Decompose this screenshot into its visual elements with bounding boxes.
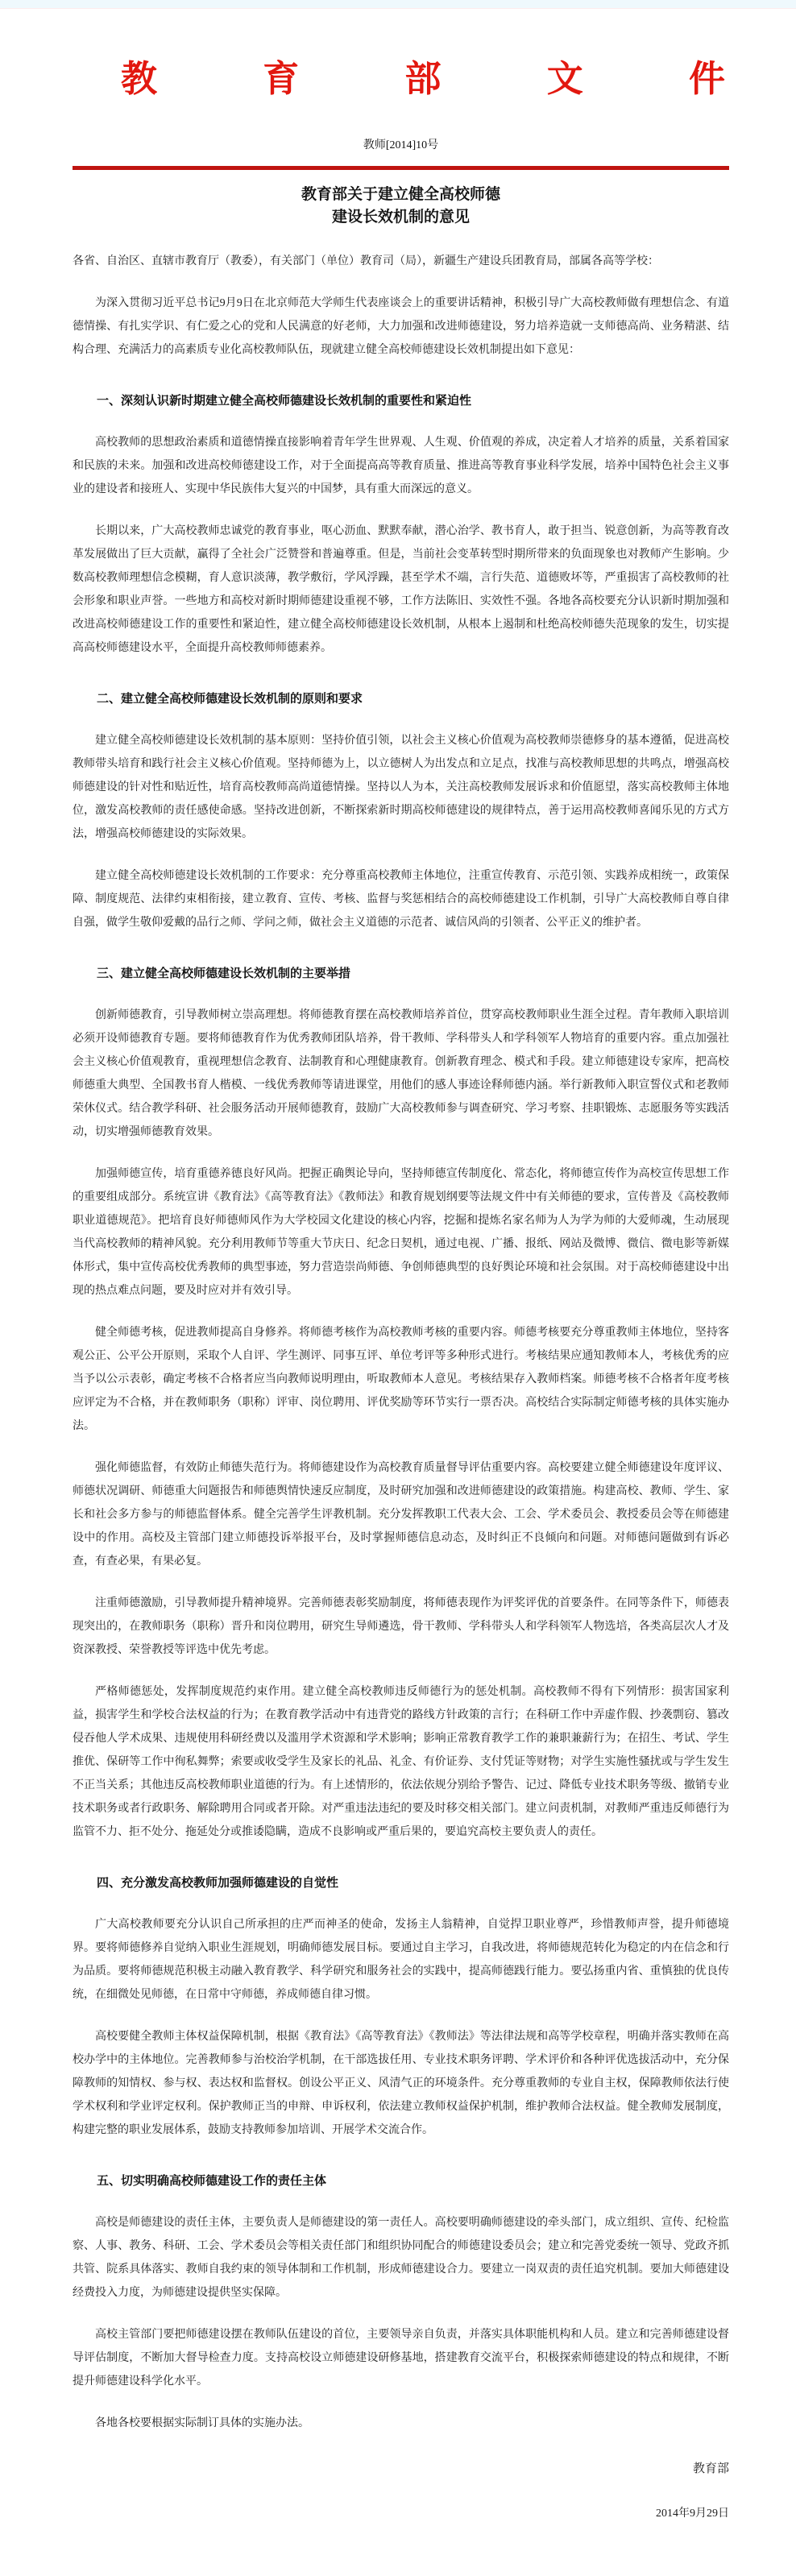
addressee-line: 各省、自治区、直辖市教育厅（教委），有关部门（单位）教育司（局），新疆生产建设兵团教育局，部属各高等学校： [73, 255, 659, 267]
section-5-heading: 五、切实明确高校师德建设工作的责任主体 [97, 2174, 327, 2188]
section-3-paragraph-1: 创新师德教育，引导教师树立崇高理想。将师德教育摆在高校教师培养首位，贯穿高校教师职业生涯全过程。青年教师入职培训必须开设师德教育专题。要将师德教育作为优秀教师团队培养，骨干教师、学科带头人和学科领军人物培育的重要内容。重点加强社会主义核心价值观教育，重视理想信念教育、法制教育和心理健康教育。创新教育理念、模式和手段。建立师德建设专家库，把高校师德重大典型、全国教书育人楷模、一线优秀教师等请进课堂，用他们的感人事迹诠释师德内涵。举行新教师入职宣誓仪式和老教师荣休仪式。结合教学科研、社会服务活动开展师德教育，鼓励广大高校教师参与调查研究、学习考察、挂职锻炼、志愿服务等实践活动，切实增强师德教育效果。 [73, 1009, 729, 1138]
document-number: 教师[2014]10号 [363, 139, 439, 151]
section-3-paragraph-4: 强化师德监督，有效防止师德失范行为。将师德建设作为高校教育质量督导评估重要内容。高校要建立健全师德建设年度评议、师德状况调研、师德重大问题报告和师德舆情快速反应制度，及时研究加强和改进师德建设的政策措施。构建高校、教师、学生、家长和社会多方参与的师德监督体系。健全完善学生评教机制。充分发挥教职工代表大会、工会、学术委员会、教授委员会等在师德建设中的作用。高校及主管部门建立师德投诉举报平台，及时掌握师德信息动态，及时纠正不良倾向和问题。对师德问题做到有诉必查，有查必果，有果必复。 [73, 1462, 729, 1568]
section-5-paragraph-2: 高校主管部门要把师德建设摆在教师队伍建设的首位，主要领导亲自负责，并落实具体职能机构和人员。建立和完善师德建设督导评估制度，不断加大督导检查力度。支持高校设立师德建设研修基地，搭建教育交流平台，积极探索师德建设的特点和规律，不断提升师德建设科学化水平。 [73, 2329, 729, 2388]
intro-paragraph: 为深入贯彻习近平总书记9月9日在北京师范大学师生代表座谈会上的重要讲话精神，积极引导广大高校教师做有理想信念、有道德情操、有扎实学识、有仁爱之心的党和人民满意的好老师，大力加强和改进师德建设，努力培养造就一支师德高尚、业务精湛、结构合理、充满活力的高素质专业化高校教师队伍，现就建立健全高校师德建设长效机制提出如下意见： [73, 297, 729, 356]
section-3-paragraph-2: 加强师德宣传，培育重德养德良好风尚。把握正确舆论导向，坚持师德宣传制度化、常态化，将师德宣传作为高校宣传思想工作的重要组成部分。系统宣讲《教育法》《高等教育法》《教师法》和教育规划纲要等法规文件中有关师德的要求，宣传普及《高校教师职业道德规范》。把培育良好师德师风作为大学校园文化建设的核心内容，挖掘和提炼名家名师为人为学为师的大爱师魂，生动展现当代高校教师的精神风貌。充分利用教师节等重大节庆日、纪念日契机，通过电视、广播、报纸、网站及微博、微信、微电影等新媒体形式，集中宣传高校优秀教师的典型事迹，努力营造崇尚师德、争创师德典型的良好舆论环境和社会氛围。对于高校师德建设中出现的热点难点问题，要及时应对并有效引导。 [73, 1168, 729, 1297]
section-3-heading: 三、建立健全高校师德建设长效机制的主要举措 [97, 967, 351, 980]
section-3-paragraph-6: 严格师德惩处，发挥制度规范约束作用。建立健全高校教师违反师德行为的惩处机制。高校教师不得有下列情形：损害国家利益，损害学生和学校合法权益的行为；在教育教学活动中有违背党的路线方针政策的言行；在科研工作中弄虚作假、抄袭剽窃、篡改侵吞他人学术成果、违规使用科研经费以及滥用学术资源和学术影响；影响正常教育教学工作的兼职兼薪行为；在招生、考试、学生推优、保研等工作中徇私舞弊；索要或收受学生及家长的礼品、礼金、有价证券、支付凭证等财物；对学生实施性骚扰或与学生发生不正当关系；其他违反高校教师职业道德的行为。有上述情形的，依法依规分别给予警告、记过、降低专业技术职务等级、撤销专业技术职务或者行政职务、解除聘用合同或者开除。对严重违法违纪的要及时移交相关部门。建立问责机制，对教师严重违反师德行为监管不力、拒不处分、拖延处分或推诿隐瞒，造成不良影响或严重后果的，要追究高校主要负责人的责任。 [73, 1686, 729, 1838]
agency-letterhead-title: 教 育 部 文 件 [121, 59, 774, 99]
section-2-heading: 二、建立健全高校师德建设长效机制的原则和要求 [97, 692, 363, 706]
issuing-agency-signature: 教育部 [692, 2462, 729, 2475]
document-title-line2: 建设长效机制的意见 [331, 209, 470, 226]
document-title-line1: 教育部关于建立健全高校师德 [301, 186, 500, 203]
section-4-paragraph-1: 广大高校教师要充分认识自己所承担的庄严而神圣的使命，发扬主人翁精神，自觉捍卫职业尊严，珍惜教师声誉，提升师德境界。要将师德修养自觉纳入职业生涯规划，明确师德发展目标。要通过自主学习，自我改进，将师德规范转化为稳定的内在信念和行为品质。要将师德规范积极主动融入教育教学、科学研究和服务社会的实践中，提高师德践行能力。要弘扬重内省、重慎独的优良传统，在细微处见师德，在日常中守师德，养成师德自律习惯。 [73, 1919, 729, 2001]
section-4-paragraph-2: 高校要健全教师主体权益保障机制，根据《教育法》《高等教育法》《教师法》等法律法规和高等学校章程，明确并落实教师在高校办学中的主体地位。完善教师参与治校治学机制，在干部选拔任用、专业技术职务评聘、学术评价和各种评优选拔活动中，充分保障教师的知情权、参与权、表达权和监督权。创设公平正义、风清气正的环境条件。充分尊重教师的专业自主权，保障教师依法行使学术权利和学业评定权利。保护教师正当的申辩、申诉权利，依法建立教师权益保护机制，维护教师合法权益。健全教师发展制度，构建完整的职业发展体系，鼓励支持教师参加培训、开展学术交流合作。 [73, 2031, 729, 2136]
official-document [0, 56, 796, 2541]
section-4-heading: 四、充分激发高校教师加强师德建设的自觉性 [97, 1876, 339, 1890]
letterhead-divider-rule [73, 166, 729, 170]
section-1-paragraph-2: 长期以来，广大高校教师忠诚党的教育事业，呕心沥血、默默奉献，潜心治学、教书育人，敢于担当、锐意创新，为高等教育改革发展做出了巨大贡献，赢得了全社会广泛赞誉和普遍尊重。但是，当前社会变革转型时期所带来的负面现象也对教师产生影响。少数高校教师理想信念模糊，育人意识淡薄，教学敷衍，学风浮躁，甚至学术不端，言行失范、道德败坏等，严重损害了高校教师的社会形象和职业声誉。一些地方和高校对新时期师德建设重视不够，工作方法陈旧、实效性不强。各地各高校要充分认识新时期加强和改进高校师德建设工作的重要性和紧迫性，建立健全高校师德建设长效机制，从根本上遏制和杜绝高校师德失范现象的发生，切实提高高校师德建设水平，全面提升高校教师师德素养。 [73, 525, 729, 654]
page-top-strip [0, 0, 796, 9]
section-5-paragraph-3: 各地各校要根据实际制订具体的实施办法。 [95, 2417, 309, 2429]
section-1-heading: 一、深刻认识新时期建立健全高校师德建设长效机制的重要性和紧迫性 [97, 394, 472, 408]
section-3-paragraph-5: 注重师德激励，引导教师提升精神境界。完善师德表彰奖励制度，将师德表现作为评奖评优的首要条件。在同等条件下，师德表现突出的，在教师职务（职称）晋升和岗位聘用，研究生导师遴选，骨干教师、学科带头人和学科领军人物选培，各类高层次人才及资深教授、荣誉教授等评选中优先考虑。 [73, 1597, 729, 1656]
section-2-paragraph-1: 建立健全高校师德建设长效机制的基本原则：坚持价值引领，以社会主义核心价值观为高校教师崇德修身的基本遵循，促进高校教师带头培育和践行社会主义核心价值观。坚持师德为上，以立德树人为出发点和立足点，找准与高校教师思想的共鸣点，增强高校师德建设的针对性和贴近性，培育高校教师高尚道德情操。坚持以人为本，关注高校教师发展诉求和价值愿望，落实高校教师主体地位，激发高校教师的责任感使命感。坚持改进创新，不断探索新时期高校师德建设的规律特点，善于运用高校教师喜闻乐见的方式方法，增强高校师德建设的实际效果。 [73, 735, 729, 840]
issue-date: 2014年9月29日 [656, 2508, 729, 2520]
section-5-paragraph-1: 高校是师德建设的责任主体，主要负责人是师德建设的第一责任人。高校要明确师德建设的牵头部门，成立组织、宣传、纪检监察、人事、教务、科研、工会、学术委员会等相关责任部门和组织协同配合的师德建设委员会；建立和完善党委统一领导、党政齐抓共管、院系具体落实、教师自我约束的领导体制和工作机制，形成师德建设合力。要建立一岗双责的责任追究机制。要加大师德建设经费投入力度，为师德建设提供坚实保障。 [73, 2217, 729, 2299]
section-1-paragraph-1: 高校教师的思想政治素质和道德情操直接影响着青年学生世界观、人生观、价值观的养成，决定着人才培养的质量，关系着国家和民族的未来。加强和改进高校师德建设工作，对于全面提高高等教育质量、推进高等教育事业科学发展，培养中国特色社会主义事业的建设者和接班人、实现中华民族伟大复兴的中国梦，具有重大而深远的意义。 [73, 437, 729, 495]
section-2-paragraph-2: 建立健全高校师德建设长效机制的工作要求：充分尊重高校教师主体地位，注重宣传教育、示范引领、实践养成相统一，政策保障、制度规范、法律约束相衔接，建立教育、宣传、考核、监督与奖惩相结合的高校师德建设工作机制，引导广大高校教师自尊自律自强，做学生敬仰爱戴的品行之师、学问之师，做社会主义道德的示范者、诚信风尚的引领者、公平正义的维护者。 [73, 870, 729, 929]
section-3-paragraph-3: 健全师德考核，促进教师提高自身修养。将师德考核作为高校教师考核的重要内容。师德考核要充分尊重教师主体地位，坚持客观公正、公平公开原则，采取个人自评、学生测评、同事互评、单位考评等多种形式进行。考核结果应通知教师本人，考核优秀的应当予以公示表彰，确定考核不合格者应当向教师说明理由，听取教师本人意见。考核结果存入教师档案。师德考核不合格者年度考核应评定为不合格，并在教师职务（职称）评审、岗位聘用、评优奖励等环节实行一票否决。高校结合实际制定师德考核的具体实施办法。 [73, 1327, 729, 1432]
document-title [73, 184, 729, 229]
